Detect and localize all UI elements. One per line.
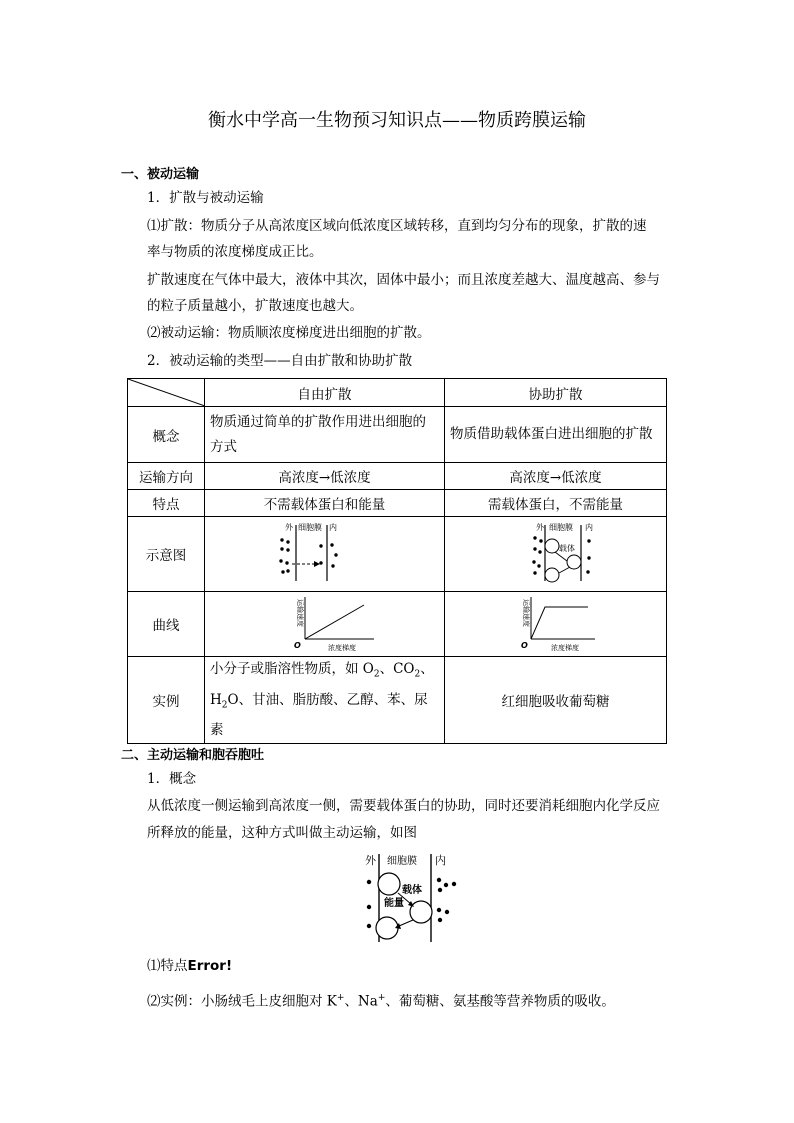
carrier-protein [545, 539, 559, 553]
table-row [128, 407, 667, 463]
row-label: 示意图 [128, 517, 205, 592]
axis-y-label: 运输速度 [522, 599, 530, 627]
direction-free: 高浓度→低浓度 [205, 463, 445, 490]
section2-p1b: 所释放的能量，这种方式叫做主动运输，如图 [147, 825, 417, 841]
feature-label: ⑴特点 [147, 958, 188, 974]
superscript: + [336, 993, 345, 1003]
label-inside: 内 [585, 523, 593, 532]
example-text: ⑵实例：小肠绒毛上皮细胞对 K [147, 993, 337, 1010]
row-label: 曲线 [128, 592, 205, 657]
axis-x-label: 浓度梯度 [328, 644, 356, 652]
feature-free: 不需载体蛋白和能量 [205, 490, 445, 517]
example-free-text: 小分子或脂溶性物质，如 O [210, 661, 374, 677]
label-carrier: 载体 [559, 544, 575, 553]
section2-heading: 二、主动运输和胞吞胞吐 [121, 748, 265, 763]
example-free-text: 、 [420, 661, 434, 677]
label-energy: 能量 [384, 898, 404, 909]
transport-arrow [555, 552, 567, 561]
free-diffusion-diagram [210, 519, 450, 589]
row-label: 实例 [128, 657, 205, 744]
arrow-head [314, 561, 320, 567]
section1-sub1: 1．扩散与被动运输 [147, 190, 264, 206]
corner-cell [128, 379, 205, 407]
label-inside: 内 [329, 523, 337, 532]
carrier-protein [567, 555, 581, 569]
section1-p2b: 的粒子质量越小，扩散速度也越大。 [147, 298, 363, 314]
example-text: 、葡萄糖、氨基酸等营养物质的吸收。 [385, 993, 615, 1010]
transport-arrow [399, 920, 413, 926]
label-outside: 外 [285, 523, 293, 532]
free-curve-cell [205, 592, 445, 657]
subscript: 2 [373, 669, 380, 680]
row-label: 运输方向 [128, 463, 205, 490]
facilitated-diagram-cell [445, 517, 667, 592]
example-free [205, 657, 445, 744]
transport-arrow [559, 567, 570, 573]
carrier-protein [376, 917, 398, 939]
label-inside: 内 [435, 854, 446, 867]
subscript: 2 [221, 700, 228, 711]
table-row [128, 463, 667, 490]
carrier-protein [410, 901, 432, 923]
label-membrane: 细胞膜 [298, 523, 322, 532]
section1-p2a: 扩散速度在气体中最大，液体中其次，固体中最小；而且浓度差越大、温度越高、参与 [147, 272, 660, 288]
axis-y-label: 运输速度 [296, 599, 304, 627]
facilitated-diffusion-curve [450, 593, 672, 655]
table-row [128, 592, 667, 657]
section2-feature [147, 957, 232, 975]
origin-label: O [521, 641, 528, 650]
facilitated-curve-cell [445, 592, 667, 657]
subscript: 2 [414, 669, 421, 680]
example-text: 、Na [344, 993, 378, 1010]
free-diffusion-diagram-cell [205, 517, 445, 592]
table-row [128, 657, 667, 744]
header-facilitated-diffusion: 协助扩散 [445, 379, 667, 407]
origin-label: O [294, 641, 301, 650]
example-free-text: O、甘油、脂肪酸、乙醇、苯、尿素 [210, 691, 428, 739]
concept-facilitated: 物质借助载体蛋白进出细胞的扩散 [445, 407, 667, 463]
carrier-protein [545, 568, 559, 582]
saturation-curve [531, 607, 588, 639]
section1-sub2: 2．被动运输的类型——自由扩散和协助扩散 [147, 353, 413, 369]
axis-x-label: 浓度梯度 [551, 644, 579, 652]
label-outside: 外 [365, 854, 376, 867]
free-diffusion-curve [210, 593, 450, 655]
molecule-dots [532, 536, 590, 574]
concept-free: 物质通过简单的扩散作用进出细胞的方式 [205, 407, 445, 463]
row-label: 概念 [128, 407, 205, 463]
example-free-text: H [210, 691, 222, 708]
section1-p1b: 率与物质的浓度梯度成正比。 [147, 244, 323, 260]
section1-heading: 一、被动运输 [121, 167, 200, 182]
table-header-row [128, 379, 667, 407]
label-membrane: 细胞膜 [549, 523, 573, 532]
page-title: 衡水中学高一生物预习知识点——物质跨膜运输 [208, 110, 586, 131]
example-facilitated: 红细胞吸收葡萄糖 [445, 657, 667, 744]
section2-example [147, 989, 615, 1011]
superscript: + [377, 993, 386, 1003]
error-text: Error! [187, 958, 233, 974]
linear-curve [305, 605, 364, 639]
feature-facilitated: 需载体蛋白，不需能量 [445, 490, 667, 517]
section1-p3: ⑵被动运输：物质顺浓度梯度进出细胞的扩散。 [147, 325, 431, 341]
molecule-dots [279, 538, 337, 573]
header-free-diffusion: 自由扩散 [205, 379, 445, 407]
label-membrane: 细胞膜 [387, 856, 417, 867]
active-transport-diagram [355, 850, 465, 945]
section2-p1a: 从低浓度一侧运输到高浓度一侧，需要载体蛋白的协助，同时还要消耗细胞内化学反应 [147, 798, 660, 814]
table-row [128, 517, 667, 592]
label-carrier: 载体 [402, 885, 422, 896]
section1-p1a: ⑴扩散：物质分子从高浓度区域向低浓度区域转移，直到均匀分布的现象，扩散的速 [147, 218, 647, 234]
carrier-protein [378, 873, 400, 895]
direction-facilitated: 高浓度→低浓度 [445, 463, 667, 490]
row-label: 特点 [128, 490, 205, 517]
table-row [128, 490, 667, 517]
comparison-table [127, 378, 667, 744]
facilitated-diffusion-diagram [450, 519, 672, 589]
example-free-text: 、CO [379, 661, 415, 677]
label-outside: 外 [536, 523, 544, 532]
section2-sub1: 1．概念 [147, 771, 197, 787]
